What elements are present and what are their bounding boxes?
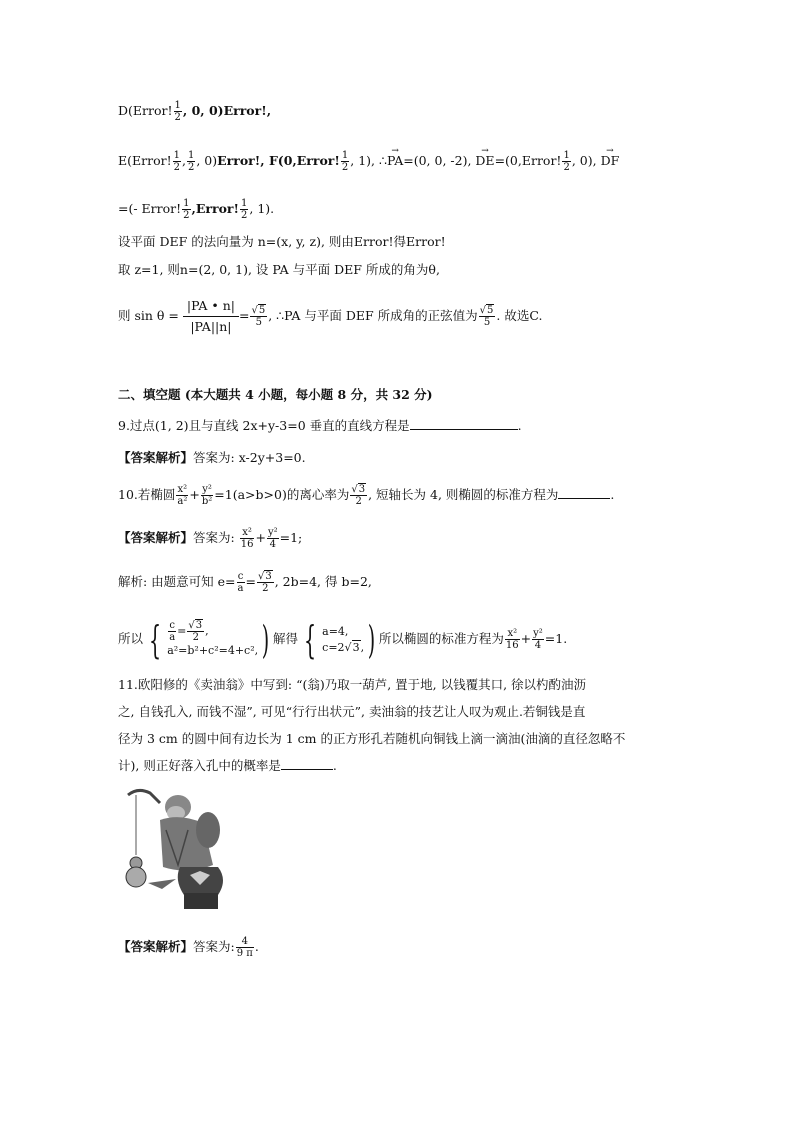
solution-10-b: 所以 { $\frac{c}{a}$ = $\frac{√3}{2}$ , a²=b²+c²=4+c², ) 解得 { a=4, c=2√3, ) 所以椭圆的标准方程为 $\frac{\text{x²}}{16}$ + $\frac{\text{y²}}{4}$ =1. [118,617,568,662]
question-11-line2: 之, 自钱孔入, 而钱不湿”, 可见“行行出状元”, 卖油翁的技艺让人叹为观止.若铜钱是直 [118,704,586,719]
answer-blank [410,417,518,430]
answer-9: 【答案解析】答案为: x-2y+3=0. [118,450,306,465]
fraction: $\frac{1}{2}$ [174,100,181,123]
question-10: 10.若椭圆 $\frac{\text{x²}}{\text{a²}}$ + $\frac{\text{y²}}{\text{b²}}$ =1(a>b>0)的离心率为 $\frac{√3}{2}$ , 短轴长为 4, 则椭圆的标准方程为 . [118,484,615,507]
line-take-z: 取 z=1, 则n=(2, 0, 1), 设 PA 与平面 DEF 所成的角为θ, [118,262,440,277]
oil-seller-illustration [118,785,238,915]
section-heading: 二、填空题 (本大题共 4 小题，每小题 8 分，共 32 分) [118,387,433,402]
line-df-value: =(- Error! $\frac{1}{2}$ ,Error! $\frac{1}{2}$ , 1). [118,198,275,221]
line-e-f-vectors: E(Error! $\frac{1}{2}$ , $\frac{1}{2}$ , 0)Error!, F(0,Error! $\frac{1}{2}$ , 1), ∴→ PA=(0, 0, -2), → DE=(0,Error! $\frac{1}{2}$ , 0), → DF [118,150,619,173]
question-11-line4: 计), 则正好落入孔中的概率是 . [118,758,337,773]
vector-df: → DF [601,152,620,170]
line-normal-vector: 设平面 DEF 的法向量为 n=(x, y, z), 则由Error!得Error! [118,234,446,249]
question-9: 9.过点(1, 2)且与直线 2x+y-3=0 垂直的直线方程是 . [118,418,522,433]
line-d-point: D(Error! $\frac{1}{2}$ , 0, 0)Error!, [118,100,272,123]
sin-fraction: $\frac{|PA • n|}{|PA||n|}$ [183,296,239,337]
vector-pa: → PA [387,152,403,170]
equation-system: $\frac{c}{a}$ = $\frac{√3}{2}$ , a²=b²+c²=4+c², [167,620,259,657]
vector-de: → DE [475,152,494,170]
answer-10: 【答案解析】答案为: $\frac{\text{x²}}{16}$ + $\frac{\text{y²}}{4}$ =1; [118,527,303,550]
question-11-line1: 11.欧阳修的《卖油翁》中写到: “(翁)乃取一葫芦, 置于地, 以钱覆其口, 徐以杓酌油沥 [118,677,587,692]
question-11-line3: 径为 3 cm 的圆中间有边长为 1 cm 的正方形孔若随机向铜钱上滴一滴油(油滴的直径忽略不 [118,731,626,746]
answer-blank [281,757,333,770]
answer-11: 【答案解析】答案为: $\frac{4}{9 \pi}$ . [118,936,259,959]
line-sin-theta: 则 sin θ = $\frac{|PA • n|}{|PA||n|}$ = $\frac{√5}{5}$ , ∴PA 与平面 DEF 所成角的正弦值为 $\frac{√5}{5}$ . 故选C. [118,296,542,337]
answer-blank [558,486,610,499]
solution-10-a: 解析: 由题意可知 e= $\frac{c}{a}$ = $\frac{√3}{2}$ , 2b=4, 得 b=2, [118,571,372,594]
